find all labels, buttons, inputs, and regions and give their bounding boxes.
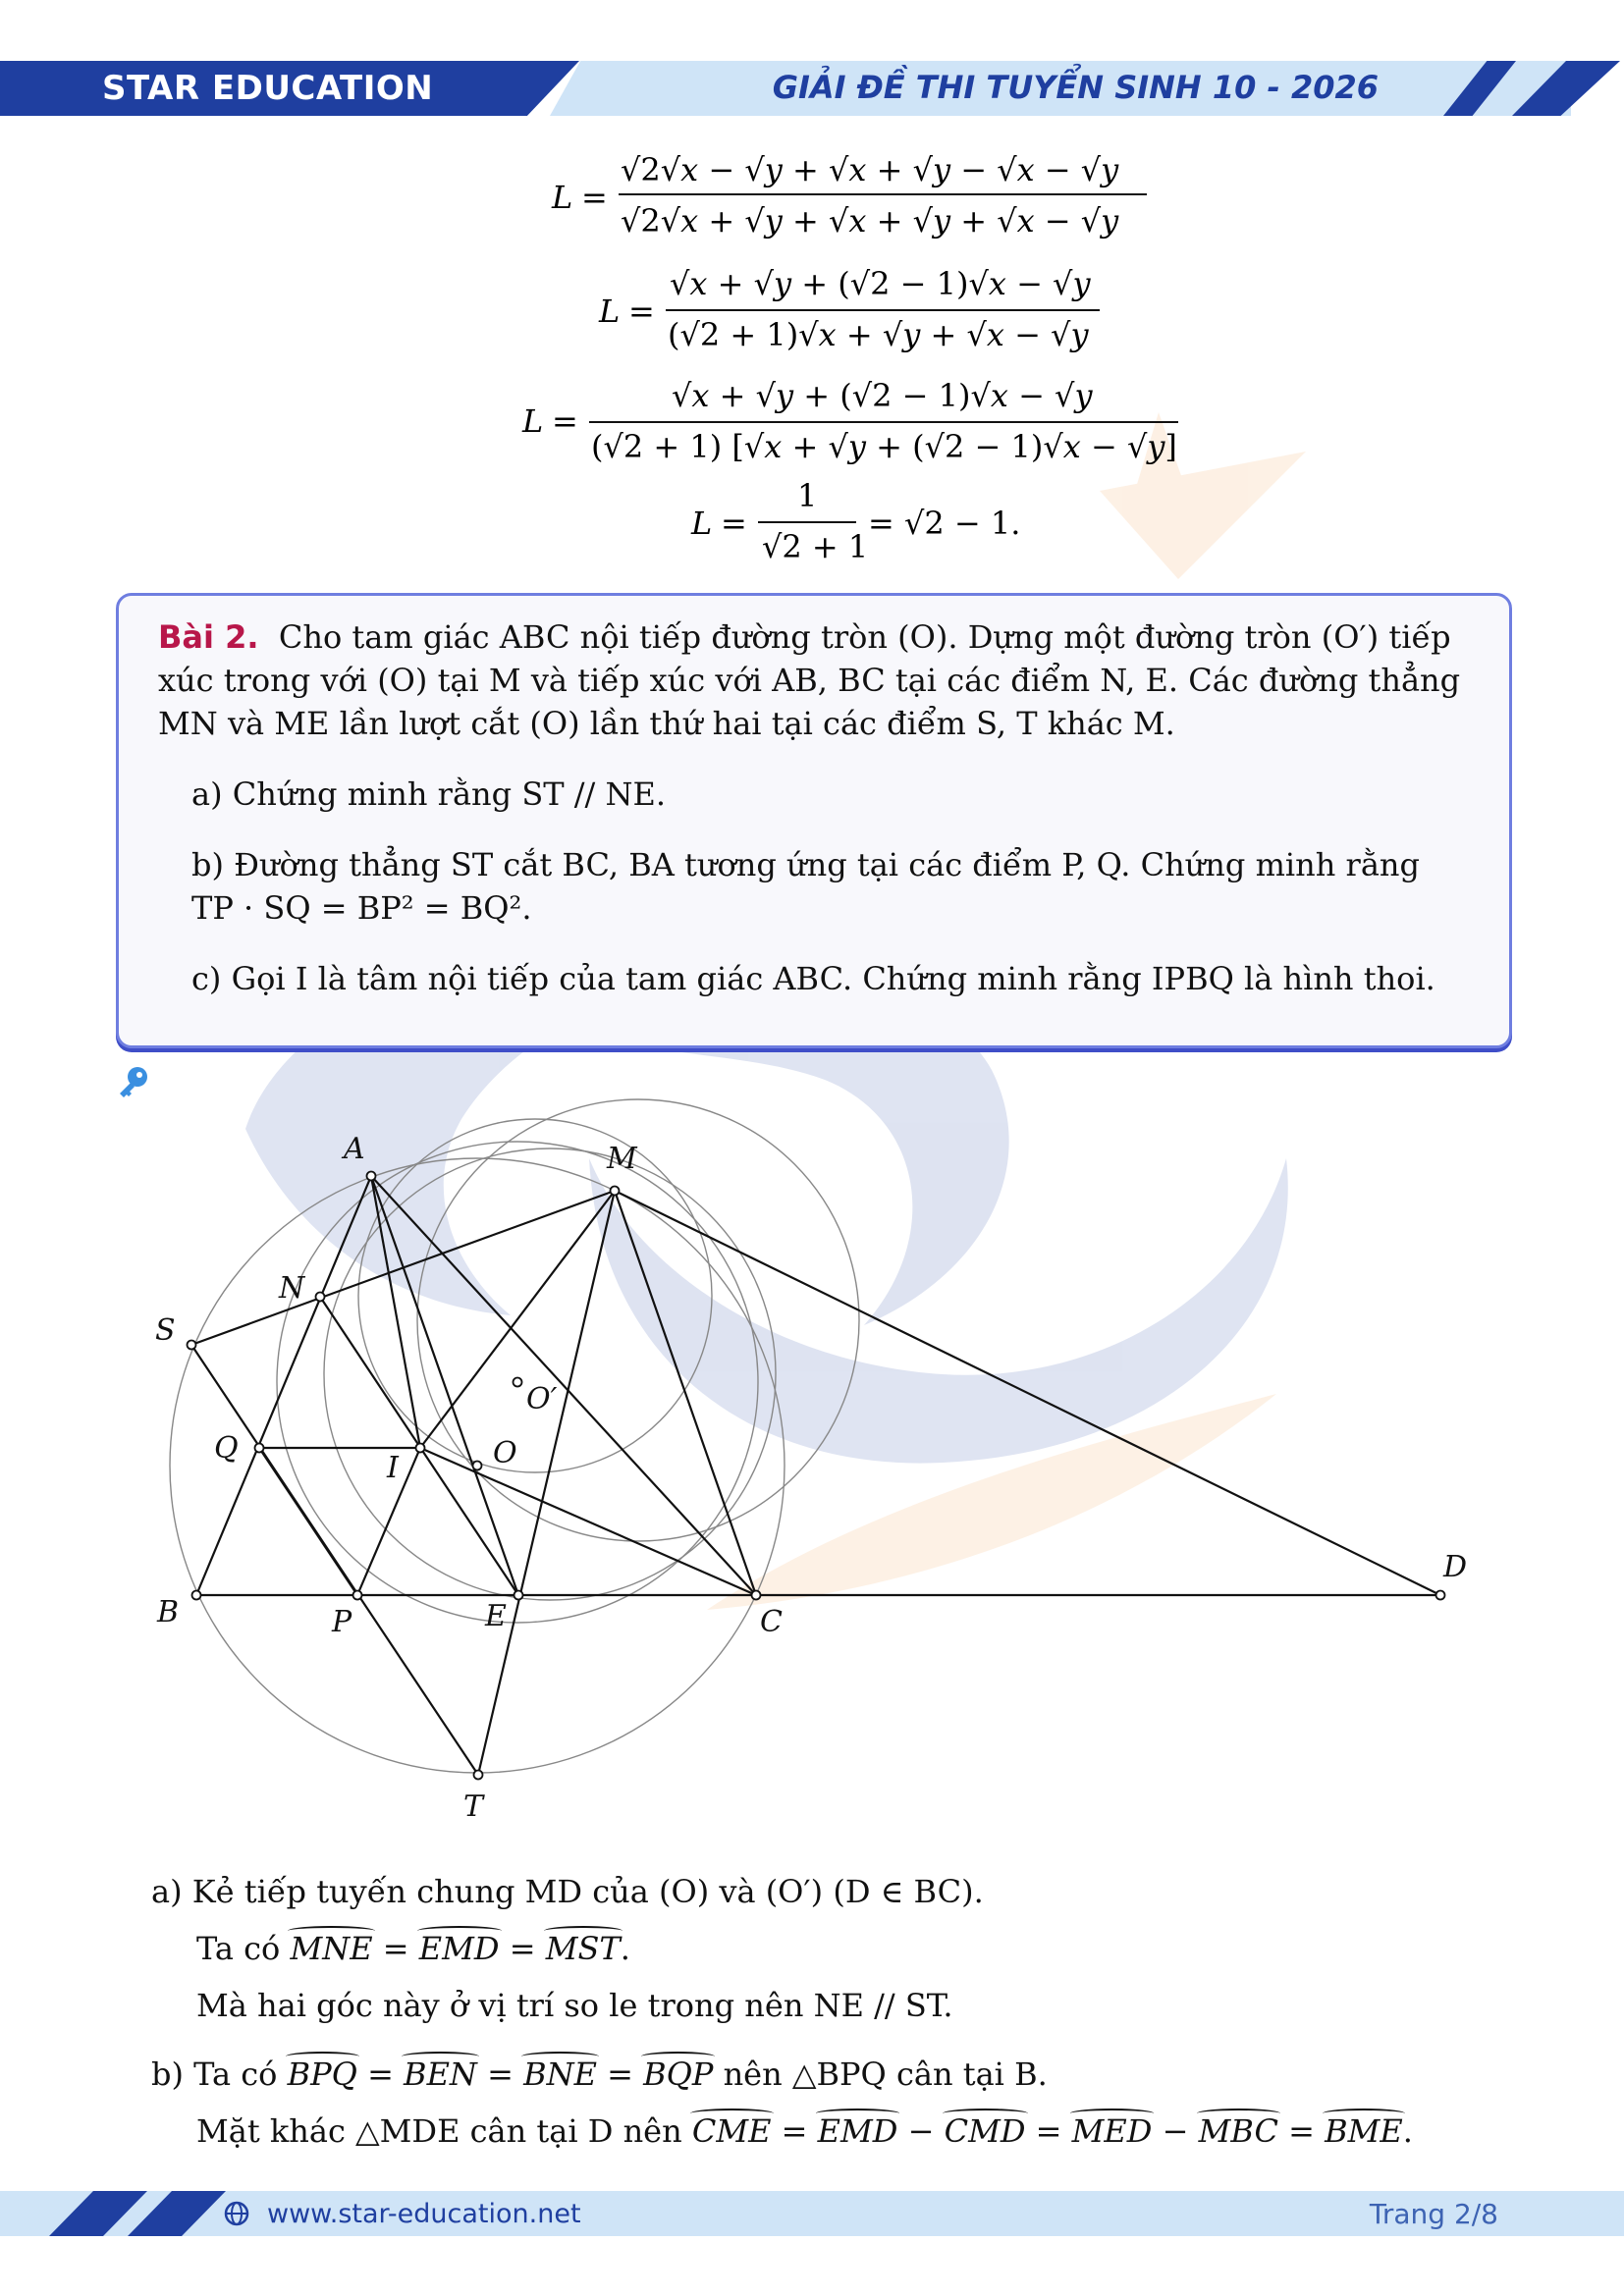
label-S: S <box>155 1313 176 1348</box>
problem-text: Cho tam giác ABC nội tiếp đường tròn (O). Dựng một đường tròn (O′) tiếp xúc trong với (O) tại M và tiếp xúc với AB, BC tại các điểm N, E. Các đường thẳng MN và ME lần lượt cắt (O) lần thứ hai tại các điểm S, T khác M. <box>158 618 1461 742</box>
angle-MED: MED <box>1071 2112 1153 2150</box>
solution-a-line2: Ta có MNE = EMD = MST. <box>196 1930 630 1967</box>
label-O: O <box>493 1436 517 1470</box>
svg-text:(√2 + 1) [√x + √y + (√2 − 1)√x: (√2 + 1) [√x + √y + (√2 − 1)√x − √y] <box>591 428 1177 465</box>
label-Q: Q <box>214 1431 239 1466</box>
point-T <box>474 1771 483 1780</box>
point-O <box>473 1462 482 1470</box>
eq-final-numerator: 1 <box>797 477 818 514</box>
svg-text:=: = <box>721 505 747 542</box>
angle-EMD-2: EMD <box>817 2112 898 2150</box>
svg-text:√2√x + √y + √x + √y + √x − √y: √2√x + √y + √x + √y + √x − √y <box>621 202 1119 240</box>
svg-text:L: L <box>522 402 544 440</box>
angle-MNE: MNE <box>290 1930 373 1967</box>
angle-MBC: MBC <box>1198 2112 1278 2150</box>
svg-text:=: = <box>552 402 578 440</box>
label-D: D <box>1443 1550 1468 1584</box>
svg-text:=: = <box>628 293 655 330</box>
angle-BNE: BNE <box>523 2056 597 2093</box>
problem-part-a: a) Chứng minh rằng ST // NE. <box>191 775 667 813</box>
line-QP <box>259 1448 357 1595</box>
point-B <box>192 1591 201 1600</box>
solution-b-suffix: nên △BPQ cân tại B. <box>723 2056 1048 2093</box>
point-I <box>416 1444 425 1453</box>
page-footer <box>0 2191 1624 2236</box>
angle-CME: CME <box>691 2112 772 2150</box>
svg-text:(√2 + 1)√x + √y + √x − √y: (√2 + 1)√x + √y + √x − √y <box>668 316 1089 353</box>
svg-text:√2√x − √y + √x + √y − √x − √y: √2√x − √y + √x + √y − √x − √y <box>621 151 1119 188</box>
problem-part-c: c) Gọi I là tâm nội tiếp của tam giác ABC. Chứng minh rằng IPBQ là hình thoi. <box>191 960 1435 997</box>
svg-text:L: L <box>599 293 621 330</box>
line-AB <box>196 1176 371 1595</box>
label-T: T <box>463 1789 484 1824</box>
label-N: N <box>279 1271 305 1306</box>
solution-a-line3: Mà hai góc này ở vị trí so le trong nên NE // ST. <box>196 1987 953 2024</box>
solution-b-prefix: b) Ta có <box>151 2056 278 2093</box>
brand-name: STAR EDUCATION <box>102 69 434 108</box>
point-D <box>1436 1591 1445 1600</box>
line-MD <box>615 1191 1440 1595</box>
footer-stripe <box>128 2191 226 2236</box>
label-P: P <box>332 1605 352 1639</box>
point-E <box>514 1591 523 1600</box>
line-AC <box>371 1176 756 1595</box>
point-Q <box>255 1444 264 1453</box>
circle-aux-3 <box>324 1148 776 1600</box>
website-link[interactable]: www.star-education.net <box>267 2199 581 2229</box>
angle-BME: BME <box>1325 2112 1403 2150</box>
point-C <box>752 1591 761 1600</box>
eq-final-rhs: = √2 − 1. <box>868 505 1021 542</box>
document-title: GIẢI ĐỀ THI TUYỂN SINH 10 - 2026 <box>772 69 1379 106</box>
point-P <box>353 1591 362 1600</box>
solution-b2-prefix: Mặt khác △MDE cân tại D nên <box>196 2112 682 2150</box>
label-E: E <box>485 1599 507 1633</box>
line-AE <box>371 1176 518 1595</box>
svg-text:L: L <box>691 505 713 542</box>
problem-tag: Bài 2. <box>158 618 259 656</box>
svg-text:√x + √y + (√2 − 1)√x − √y: √x + √y + (√2 − 1)√x − √y <box>670 265 1091 302</box>
label-I: I <box>387 1451 399 1485</box>
point-N <box>316 1293 325 1302</box>
solution-a-prefix: Ta có <box>196 1930 281 1967</box>
angle-MST: MST <box>545 1930 621 1967</box>
label-M: M <box>607 1142 637 1176</box>
point-A <box>367 1172 376 1181</box>
label-C: C <box>760 1605 783 1639</box>
label-O-prime: O′ <box>526 1382 558 1416</box>
page-number: Trang 2/8 <box>1369 2198 1498 2230</box>
angle-CMD: CMD <box>944 2112 1026 2150</box>
angle-BQP: BQP <box>643 2056 714 2093</box>
eq-sign: = <box>581 179 608 216</box>
problem-part-b: b) Đường thẳng ST cắt BC, BA tương ứng tại các điểm P, Q. Chứng minh rằng TP · SQ = BP² = BQ². <box>191 846 1420 927</box>
point-O-prime <box>514 1378 522 1387</box>
angle-BPQ: BPQ <box>287 2056 357 2093</box>
svg-text:√x + √y + (√2 − 1)√x − √y: √x + √y + (√2 − 1)√x − √y <box>672 377 1093 414</box>
angle-BEN: BEN <box>404 2056 477 2093</box>
label-A: A <box>344 1132 365 1166</box>
eq-L: L <box>552 179 573 216</box>
footer-stripe <box>49 2191 147 2236</box>
globe-icon <box>224 2201 249 2226</box>
solution-a-line1: a) Kẻ tiếp tuyến chung MD của (O) và (O′) (D ∈ BC). <box>151 1873 984 1910</box>
eq-final-denominator: √2 + 1 <box>762 528 869 565</box>
point-M <box>611 1187 620 1196</box>
solution-b-line2: Mặt khác △MDE cân tại D nên CME = EMD − CMD = MED − MBC = BME. <box>196 2112 1413 2150</box>
line-AI <box>371 1176 420 1448</box>
point-S <box>188 1341 196 1350</box>
label-B: B <box>157 1595 180 1629</box>
solution-b-line1: b) Ta có BPQ = BEN = BNE = BQP nên △BPQ cân tại B. <box>151 2056 1048 2093</box>
line-MC <box>615 1191 756 1595</box>
angle-EMD: EMD <box>418 1930 500 1967</box>
